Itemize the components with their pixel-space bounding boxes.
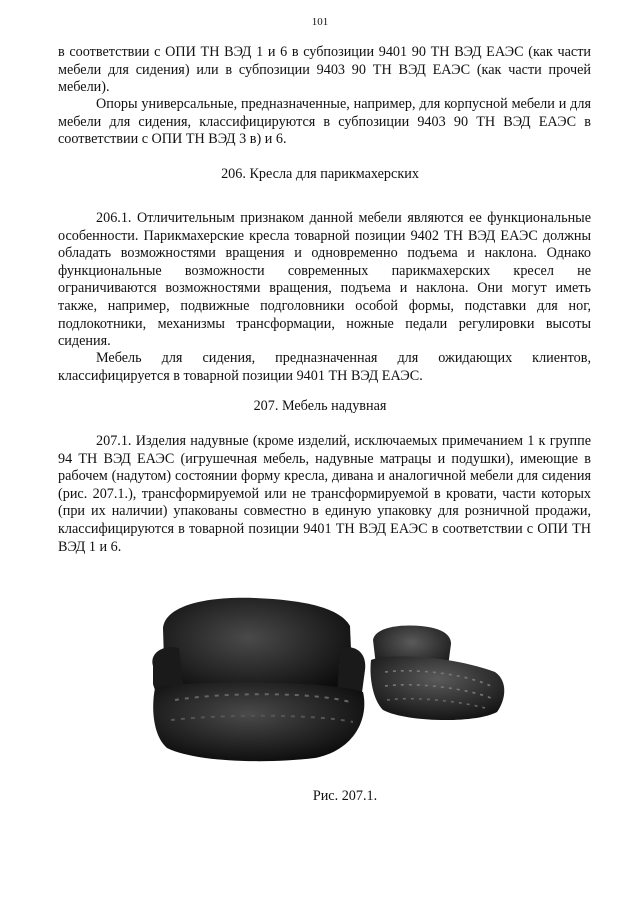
paragraph-supports: Опоры универсальные, предназначенные, например, для корпусной мебели и для мебели для сидения, классифицируются в субпозиции 9403 90 ТН ВЭД ЕАЭС в соответствии с ОПИ ТН ВЭД 3 в) и 6. — [58, 96, 591, 148]
paragraph-206-1: 206.1. Отличительным признаком данной мебели являются ее функциональные особенности. Парикмахерские кресла товарной позиции 9402 ТН ВЭД ЕАЭС должны обладать возможностями вращения и одновременно подъема и наклона. Однако функциональные возможности современных парикмахерских кресел не ограничиваются возможностями вращения, подъема и наклона. Они могут иметь также, например, подвижные подголовники особой формы, подставки для ног, подлокотники, механизмы трансформации, ножные педали регулировки высоты сидения. — [58, 210, 591, 350]
section-heading-207: 207. Мебель надувная — [253, 398, 387, 414]
inflatable-sofa — [152, 598, 365, 761]
paragraph-207-1: 207.1. Изделия надувные (кроме изделий, исключаемых примечанием 1 к группе 94 ТН ВЭД ЕАЭС (игрушечная мебель, надувные матрацы и подушки), имеющие в рабочем (надутом) состоянии форму кресла, дивана и аналогичной мебели для сидения (рис. 207.1.), трансформируемой или не трансформируемой в кровати, части которых (при их наличии) упакованы совместно в единую упаковку для розничной продажи, классифицируются в товарной позиции 9401 ТН ВЭД ЕАЭС в соответствии с ОПИ ТН ВЭД 1 и 6. — [58, 433, 591, 555]
paragraph-waiting-furniture: Мебель для сидения, предназначенная для ожидающих клиентов, классифицируется в товарной позиции 9401 ТН ВЭД ЕАЭС. — [58, 350, 591, 384]
paragraph-opi-parts: в соответствии с ОПИ ТН ВЭД 1 и 6 в субпозиции 9401 90 ТН ВЭД ЕАЭС (как части мебели для сидения) или в субпозиции 9403 90 ТН ВЭД ЕАЭС (как части прочей мебели). — [58, 44, 591, 96]
section-heading-206: 206. Кресла для парикмахерских — [221, 166, 419, 182]
figure-caption: Рис. 207.1. — [312, 788, 378, 804]
inflatable-furniture-photo — [145, 588, 510, 770]
inflatable-chair — [371, 626, 505, 721]
page-number: 101 — [311, 16, 329, 28]
